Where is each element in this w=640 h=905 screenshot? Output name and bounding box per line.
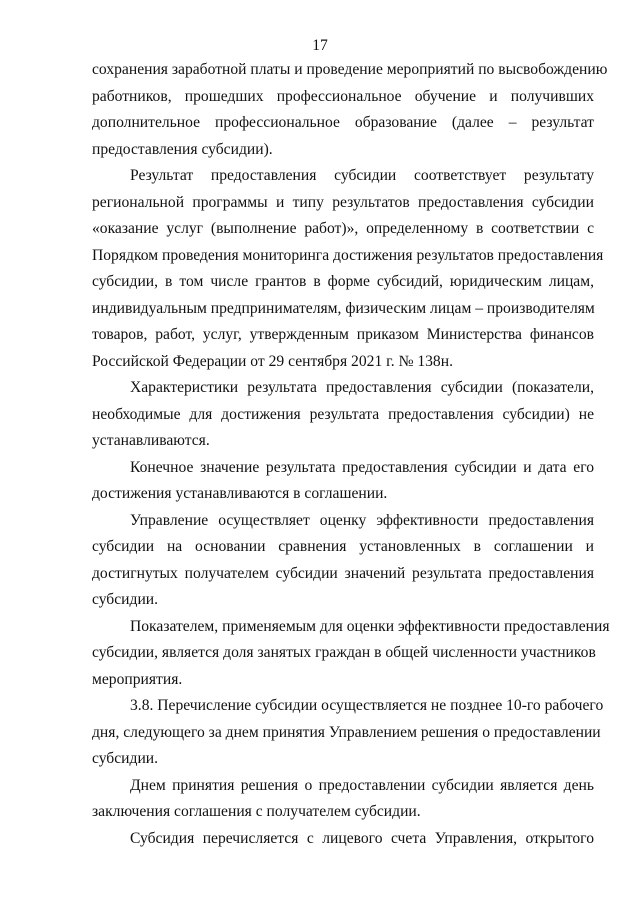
text-line: достигнутых получателем субсидии значений результата предоставления — [92, 564, 594, 582]
paragraph — [92, 455, 594, 508]
paragraph — [92, 693, 604, 773]
text-line: Показателем, применяемым для оценки эффективности предоставления — [130, 617, 610, 635]
text-line: субсидии, является доля занятых граждан в общей численности участников — [92, 644, 596, 661]
text-line: заключения соглашения с получателем субсидии. — [92, 803, 421, 820]
text-line: Субсидия перечисляется с лицевого счета Управления, открытого — [130, 829, 594, 847]
text-line: субсидии. — [92, 591, 159, 608]
text-line: Российской Федерации от 29 сентября 2021 г. № 138н. — [92, 352, 453, 370]
text-line: дня, следующего за днем принятия Управлением решения о предоставлении — [92, 723, 601, 741]
text-line: товаров, работ, услуг, утвержденным приказом Министерства финансов — [92, 326, 594, 343]
paragraph — [92, 375, 594, 455]
text-line: достижения устанавливаются в соглашении. — [92, 485, 388, 502]
text-line: субсидии на основании сравнения установленных в соглашении и — [92, 538, 594, 555]
text-line: Порядком проведения мониторинга достижения результатов предоставления — [92, 246, 604, 264]
text-line: 3.8. Перечисление субсидии осуществляется не позднее 10-го рабочего — [130, 697, 604, 714]
text-line: региональной программы и типу результатов предоставления субсидии — [92, 193, 594, 211]
text-line: сохранения заработной платы и проведение мероприятий по высвобождению — [92, 61, 608, 78]
paragraph — [92, 508, 594, 614]
text-line: субсидии, в том числе грантов в форме субсидий, юридическим лицам, — [92, 273, 594, 290]
paragraph — [92, 163, 604, 375]
text-line: Днем принятия решения о предоставлении субсидии является день — [130, 776, 594, 794]
paragraph — [92, 773, 594, 826]
text-line: мероприятия. — [92, 670, 183, 688]
text-line: предоставления субсидии). — [92, 140, 273, 158]
text-line: Конечное значение результата предоставления субсидии и дата его — [130, 458, 594, 476]
text-line: субсидии. — [92, 750, 159, 767]
text-line: устанавливаются. — [92, 432, 210, 449]
text-line: работников, прошедших профессиональное обучение и получивших — [92, 87, 594, 105]
paragraph — [92, 614, 610, 694]
text-line: индивидуальным предпринимателям, физическим лицам – производителям — [92, 299, 595, 317]
page-number: 17 — [312, 37, 328, 54]
text-line: Результат предоставления субсидии соответствует результату — [130, 167, 594, 184]
paragraph — [92, 826, 594, 853]
text-line: дополнительное профессиональное образование (далее – результат — [92, 114, 594, 131]
text-line: Управление осуществляет оценку эффективности предоставления — [130, 511, 594, 529]
text-line: необходимые для достижения результата предоставления субсидии) не — [92, 405, 594, 423]
paragraph — [92, 57, 608, 163]
text-line: «оказание услуг (выполнение работ)», определенному в соответствии с — [92, 220, 594, 237]
document-body — [92, 57, 610, 852]
text-line: Характеристики результата предоставления субсидии (показатели, — [130, 379, 594, 396]
